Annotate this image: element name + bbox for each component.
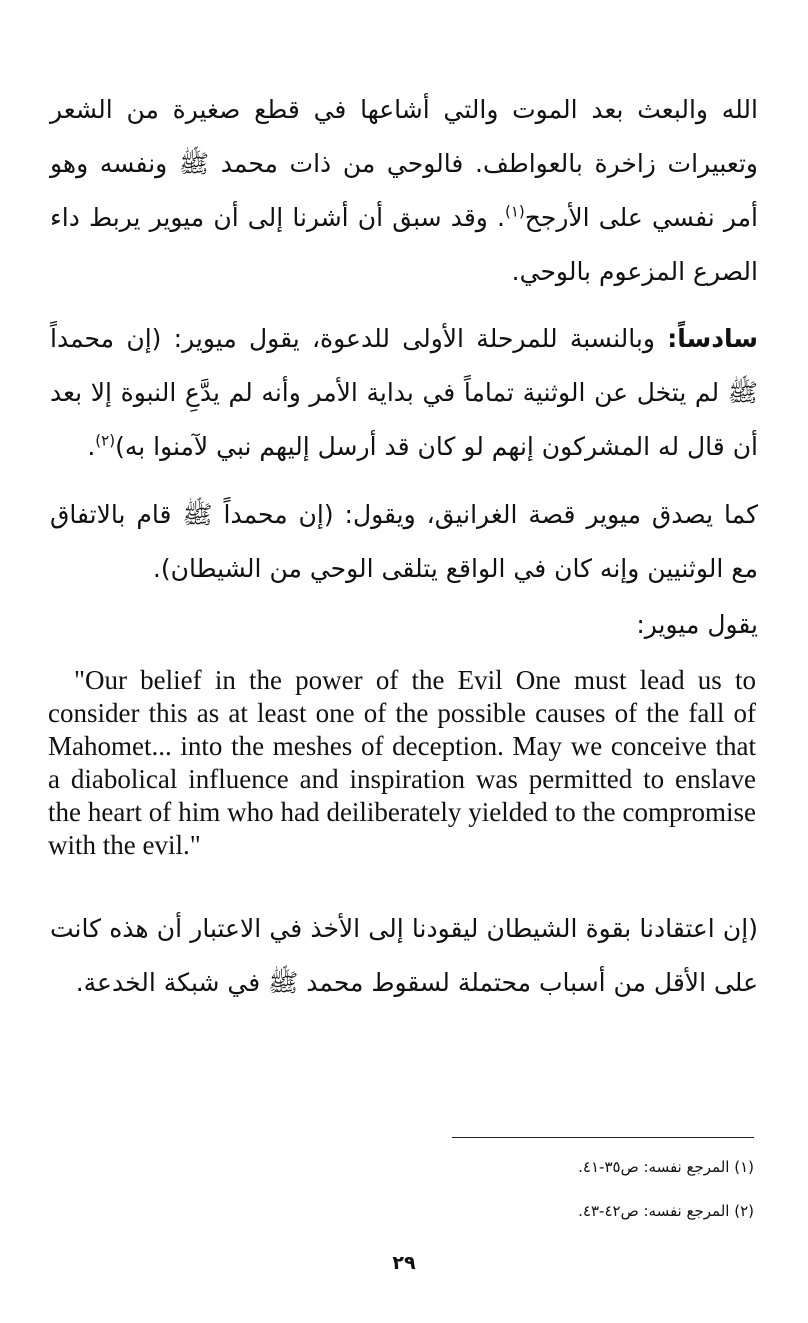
paragraph-2 <box>50 312 758 474</box>
translation-text: (إن اعتقادنا بقوة الشيطان ليقودنا إلى الأخذ في الاعتبار أن هذه كانت على الأقل من أسباب محتملة لسقوط محمد ﷺ في شبكة الخدعة. <box>50 914 758 997</box>
footnote-ref-2[interactable]: (٢) <box>95 431 116 450</box>
footnote-divider <box>452 1137 754 1138</box>
section-lead: سادساً: <box>667 324 758 353</box>
paragraph-4 <box>50 598 758 652</box>
english-quote-text: "Our belief in the power of the Evil One must lead us to consider this as at least one of the possible causes of the fall of Mahomet... into the meshes of deception. May we conceive that a diabolical influence and inspiration was permitted to enslave the heart of him who had deiliberately yielded to the compromise with the evil." <box>48 665 756 860</box>
footnote-1: (١) المرجع نفسه: ص٣٥-٤١. <box>578 1158 754 1176</box>
footnote-ref-1[interactable]: (١) <box>504 202 525 221</box>
paragraph-1-tail: . وقد سبق أن أشرنا إلى أن ميوير يربط داء الصرع المزعوم بالوحي. <box>50 203 758 286</box>
paragraph-2-tail: . <box>87 432 96 461</box>
paragraph-3 <box>50 488 758 596</box>
translation-paragraph <box>50 902 758 1010</box>
page-number: ٢٩ <box>392 1252 416 1274</box>
paragraph-4-text: يقول ميوير: <box>636 610 758 639</box>
footnote-2: (٢) المرجع نفسه: ص٤٢-٤٣. <box>578 1202 754 1220</box>
paragraph-3-text: كما يصدق ميوير قصة الغرانيق، ويقول: (إن محمداً ﷺ قام بالاتفاق مع الوثنيين وإنه كان في الواقع يتلقى الوحي من الشيطان). <box>50 500 758 583</box>
paragraph-1-text: الله والبعث بعد الموت والتي أشاعها في قطع صغيرة من الشعر وتعبيرات زاخرة بالعواطف. فالوحي من ذات محمد ﷺ ونفسه وهو أمر نفسي على الأرجح <box>50 95 758 232</box>
paragraph-1 <box>50 83 758 299</box>
paragraph-2-text: وبالنسبة للمرحلة الأولى للدعوة، يقول ميوير: (إن محمداً ﷺ لم يتخل عن الوثنية تماماً في بداية الأمر وأنه لم يدَّعِ النبوة إلا بعد أن قال له المشركون إنهم لو كان قد أرسل إليهم نبي لآمنوا به) <box>50 324 758 461</box>
english-quote <box>48 664 756 862</box>
